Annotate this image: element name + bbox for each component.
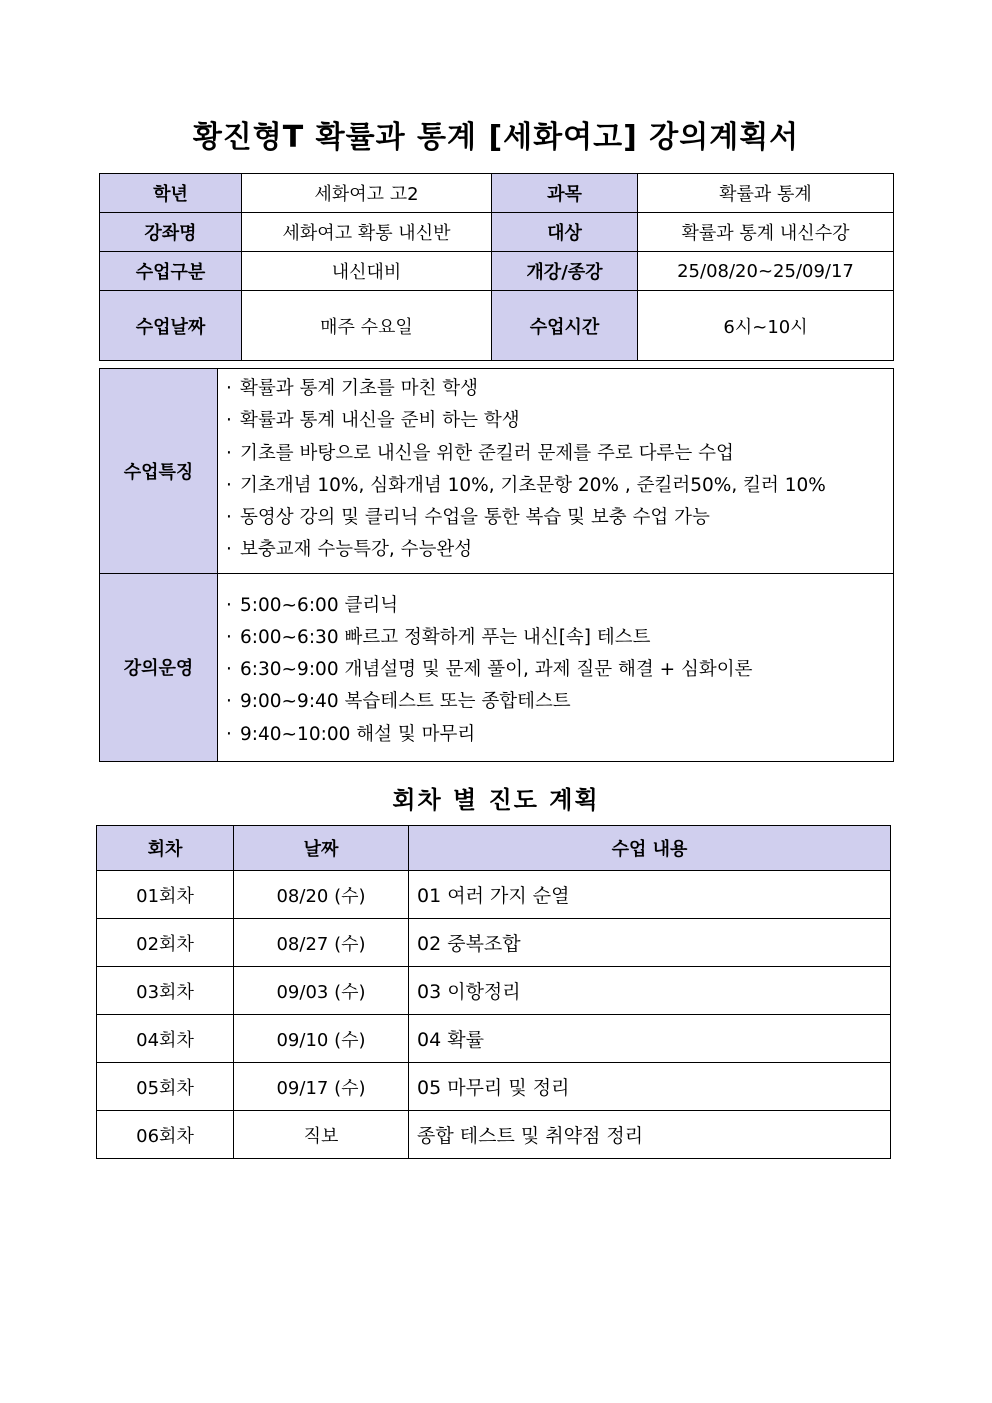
course-value: 세화여고 확통 내신반 (242, 213, 492, 252)
schedule-title: 회차 별 진도 계획 (392, 786, 600, 814)
table-row (97, 1111, 891, 1159)
date-cell: 직보 (234, 1111, 409, 1159)
date-cell: 08/27 (수) (234, 919, 409, 967)
page-title: 황진형T 확률과 통계 [세화여고] 강의계획서 (192, 120, 800, 155)
session-cell: 03회차 (97, 967, 234, 1015)
content-cell: 03 이항정리 (409, 967, 891, 1015)
grade-value: 세화여고 고2 (242, 174, 492, 213)
period-value: 25/08/20~25/09/17 (638, 252, 894, 291)
operation-list (218, 573, 894, 761)
table-row (97, 1063, 891, 1111)
day-label: 수업날짜 (100, 291, 242, 361)
operation-item: · 6:30~9:00 개념설명 및 문제 풀이, 과제 질문 해결 + 심화이론 (226, 659, 753, 681)
operation-item: · 9:00~9:40 복습테스트 또는 종합테스트 (226, 691, 571, 713)
table-row (97, 871, 891, 919)
table-row (97, 967, 891, 1015)
content-cell: 04 확률 (409, 1015, 891, 1063)
content-cell: 종합 테스트 및 취약점 정리 (409, 1111, 891, 1159)
table-row (97, 919, 891, 967)
day-value: 매주 수요일 (242, 291, 492, 361)
content-cell: 01 여러 가지 순열 (409, 871, 891, 919)
feature-item: · 기초개념 10%, 심화개념 10%, 기초문항 20% , 준킬러50%, 킬러 10% (226, 474, 826, 496)
header-content: 수업 내용 (409, 826, 891, 871)
content-cell: 05 마무리 및 정리 (409, 1063, 891, 1111)
course-label: 강좌명 (100, 213, 242, 252)
type-value: 내신대비 (242, 252, 492, 291)
content-cell: 02 중복조합 (409, 919, 891, 967)
date-cell: 09/17 (수) (234, 1063, 409, 1111)
session-cell: 01회차 (97, 871, 234, 919)
session-cell: 06회차 (97, 1111, 234, 1159)
feature-item: · 보충교재 수능특강, 수능완성 (226, 539, 473, 561)
session-cell: 05회차 (97, 1063, 234, 1111)
course-detail-table (99, 368, 894, 762)
target-value: 확률과 통계 내신수강 (638, 213, 894, 252)
type-label: 수업구분 (100, 252, 242, 291)
header-date: 날짜 (234, 826, 409, 871)
session-cell: 02회차 (97, 919, 234, 967)
session-cell: 04회차 (97, 1015, 234, 1063)
feature-item: · 확률과 통계 기초를 마친 학생 (226, 378, 478, 399)
features-list (218, 369, 894, 574)
operation-item: · 9:40~10:00 해설 및 마무리 (226, 723, 476, 745)
subject-value: 확률과 통계 (638, 174, 894, 213)
header-session: 회차 (97, 826, 234, 871)
feature-item: · 기초를 바탕으로 내신을 위한 준킬러 문제를 주로 다루는 수업 (226, 442, 734, 464)
subject-label: 과목 (492, 174, 638, 213)
operation-item: · 6:00~6:30 빠르고 정확하게 푸는 내신[속] 테스트 (226, 626, 651, 648)
grade-label: 학년 (100, 174, 242, 213)
date-cell: 08/20 (수) (234, 871, 409, 919)
course-info-table (99, 173, 894, 361)
target-label: 대상 (492, 213, 638, 252)
feature-item: · 확률과 통계 내신을 준비 하는 학생 (226, 410, 520, 432)
feature-item: · 동영상 강의 및 클리닉 수업을 통한 복습 및 보충 수업 가능 (226, 507, 710, 529)
features-label: 수업특징 (100, 369, 218, 574)
date-cell: 09/10 (수) (234, 1015, 409, 1063)
date-cell: 09/03 (수) (234, 967, 409, 1015)
table-row (97, 1015, 891, 1063)
schedule-table (96, 825, 891, 1159)
time-value: 6시~10시 (638, 291, 894, 361)
operation-label: 강의운영 (100, 573, 218, 761)
operation-item: · 5:00~6:00 클리닉 (226, 594, 399, 616)
time-label: 수업시간 (492, 291, 638, 361)
period-label: 개강/종강 (492, 252, 638, 291)
